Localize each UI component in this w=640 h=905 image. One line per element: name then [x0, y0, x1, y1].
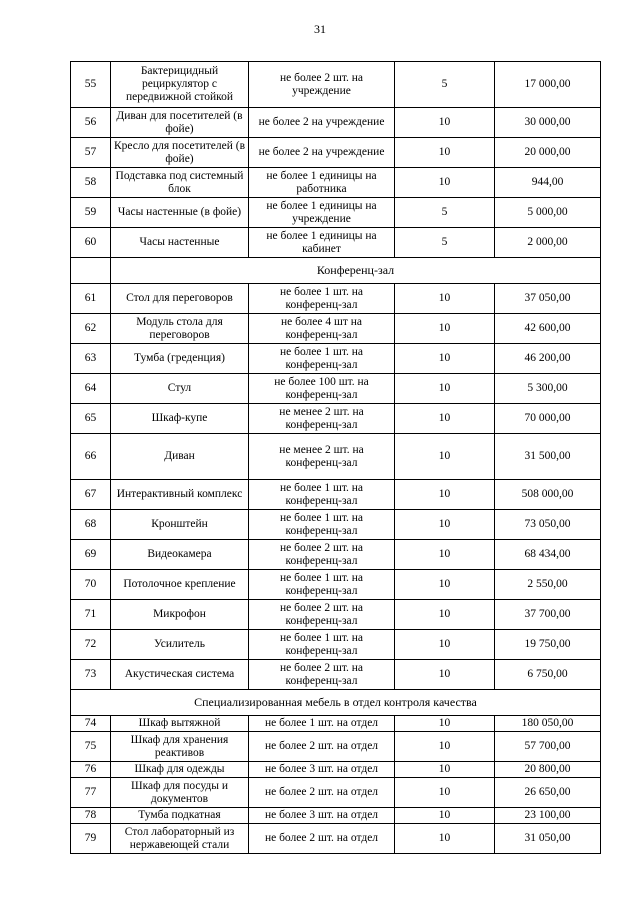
page-number: 31 — [314, 22, 326, 36]
item-service-life: 10 — [395, 344, 495, 374]
item-service-life: 5 — [395, 198, 495, 228]
item-norm: не более 2 шт. на отдел — [249, 778, 395, 808]
item-name: Диван — [111, 434, 249, 480]
item-norm: не более 1 единицы на кабинет — [249, 228, 395, 258]
table-row — [71, 716, 601, 732]
item-price: 73 050,00 — [495, 510, 601, 540]
item-name: Шкаф-купе — [111, 404, 249, 434]
item-number: 58 — [71, 168, 111, 198]
item-name: Тумба (греденция) — [111, 344, 249, 374]
item-service-life: 10 — [395, 716, 495, 732]
item-price: 944,00 — [495, 168, 601, 198]
item-price: 6 750,00 — [495, 660, 601, 690]
item-price: 20 000,00 — [495, 138, 601, 168]
item-number: 75 — [71, 732, 111, 762]
item-name: Часы настенные (в фойе) — [111, 198, 249, 228]
item-name: Микрофон — [111, 600, 249, 630]
item-service-life: 10 — [395, 600, 495, 630]
item-name: Кресло для посетителей (в фойе) — [111, 138, 249, 168]
item-price: 5 300,00 — [495, 374, 601, 404]
item-price: 57 700,00 — [495, 732, 601, 762]
table-row — [71, 540, 601, 570]
item-norm: не более 3 шт. на отдел — [249, 762, 395, 778]
item-number: 57 — [71, 138, 111, 168]
item-norm: не более 1 шт. на конференц-зал — [249, 630, 395, 660]
item-norm: не более 1 единицы на учреждение — [249, 198, 395, 228]
section-header-row — [71, 690, 601, 716]
item-number: 67 — [71, 480, 111, 510]
item-norm: не более 2 шт. на конференц-зал — [249, 540, 395, 570]
item-price: 26 650,00 — [495, 778, 601, 808]
item-norm: не более 2 шт. на конференц-зал — [249, 600, 395, 630]
table-row — [71, 824, 601, 854]
section-header-row — [71, 258, 601, 284]
table-body — [71, 62, 601, 854]
item-norm: не более 1 шт. на конференц-зал — [249, 344, 395, 374]
item-norm: не более 1 единицы на работника — [249, 168, 395, 198]
item-number: 64 — [71, 374, 111, 404]
item-service-life: 10 — [395, 570, 495, 600]
table-row — [71, 62, 601, 108]
item-number: 79 — [71, 824, 111, 854]
item-number: 71 — [71, 600, 111, 630]
table-row — [71, 660, 601, 690]
item-service-life: 10 — [395, 480, 495, 510]
item-service-life: 10 — [395, 732, 495, 762]
item-norm: не более 1 шт. на конференц-зал — [249, 570, 395, 600]
item-price: 2 550,00 — [495, 570, 601, 600]
item-number: 78 — [71, 808, 111, 824]
table-row — [71, 510, 601, 540]
table-row — [71, 344, 601, 374]
item-norm: не более 100 шт. на конференц-зал — [249, 374, 395, 404]
item-name: Усилитель — [111, 630, 249, 660]
table-row — [71, 138, 601, 168]
item-number: 63 — [71, 344, 111, 374]
item-name: Шкаф вытяжной — [111, 716, 249, 732]
item-name: Акустическая система — [111, 660, 249, 690]
item-service-life: 5 — [395, 228, 495, 258]
item-number: 72 — [71, 630, 111, 660]
item-number: 56 — [71, 108, 111, 138]
table-row — [71, 630, 601, 660]
item-norm: не более 4 шт на конференц-зал — [249, 314, 395, 344]
item-price: 37 050,00 — [495, 284, 601, 314]
item-service-life: 10 — [395, 540, 495, 570]
item-norm: не менее 2 шт. на конференц-зал — [249, 404, 395, 434]
table-row — [71, 108, 601, 138]
item-service-life: 10 — [395, 762, 495, 778]
table-row — [71, 374, 601, 404]
table-row — [71, 762, 601, 778]
item-number: 65 — [71, 404, 111, 434]
item-norm: не более 2 на учреждение — [249, 138, 395, 168]
item-service-life: 5 — [395, 62, 495, 108]
item-name: Подставка под системный блок — [111, 168, 249, 198]
item-name: Шкаф для хранения реактивов — [111, 732, 249, 762]
item-price: 31 500,00 — [495, 434, 601, 480]
item-price: 68 434,00 — [495, 540, 601, 570]
item-name: Стол лабораторный из нержавеющей стали — [111, 824, 249, 854]
item-service-life: 10 — [395, 404, 495, 434]
item-norm: не более 1 шт. на конференц-зал — [249, 510, 395, 540]
item-name: Стул — [111, 374, 249, 404]
item-name: Часы настенные — [111, 228, 249, 258]
item-price: 31 050,00 — [495, 824, 601, 854]
item-price: 19 750,00 — [495, 630, 601, 660]
item-number: 60 — [71, 228, 111, 258]
item-name: Видеокамера — [111, 540, 249, 570]
table-row — [71, 808, 601, 824]
item-price: 5 000,00 — [495, 198, 601, 228]
item-number: 68 — [71, 510, 111, 540]
item-service-life: 10 — [395, 808, 495, 824]
item-price: 30 000,00 — [495, 108, 601, 138]
item-norm: не более 2 шт. на конференц-зал — [249, 660, 395, 690]
table-row — [71, 570, 601, 600]
table-row — [71, 404, 601, 434]
item-price: 42 600,00 — [495, 314, 601, 344]
item-norm: не более 2 на учреждение — [249, 108, 395, 138]
table-row — [71, 600, 601, 630]
item-service-life: 10 — [395, 778, 495, 808]
table-row — [71, 434, 601, 480]
item-price: 20 800,00 — [495, 762, 601, 778]
item-number: 66 — [71, 434, 111, 480]
item-number: 74 — [71, 716, 111, 732]
item-price: 46 200,00 — [495, 344, 601, 374]
item-name: Шкаф для одежды — [111, 762, 249, 778]
item-price: 17 000,00 — [495, 62, 601, 108]
section-title: Специализированная мебель в отдел контроля качества — [71, 690, 601, 716]
item-norm: не более 1 шт. на отдел — [249, 716, 395, 732]
item-number: 55 — [71, 62, 111, 108]
item-norm: не более 2 шт. на учреждение — [249, 62, 395, 108]
item-norm: не более 1 шт. на конференц-зал — [249, 480, 395, 510]
item-price: 508 000,00 — [495, 480, 601, 510]
table-row — [71, 778, 601, 808]
item-number: 61 — [71, 284, 111, 314]
item-norm: не более 3 шт. на отдел — [249, 808, 395, 824]
table-row — [71, 284, 601, 314]
item-price: 2 000,00 — [495, 228, 601, 258]
item-price: 23 100,00 — [495, 808, 601, 824]
table-row — [71, 314, 601, 344]
furniture-norms-table — [70, 61, 601, 854]
table-row — [71, 732, 601, 762]
table-row — [71, 168, 601, 198]
item-name: Модуль стола для переговоров — [111, 314, 249, 344]
item-number: 69 — [71, 540, 111, 570]
table-row — [71, 480, 601, 510]
table-row — [71, 228, 601, 258]
item-name: Тумба подкатная — [111, 808, 249, 824]
item-name: Стол для переговоров — [111, 284, 249, 314]
item-name: Кронштейн — [111, 510, 249, 540]
item-service-life: 10 — [395, 138, 495, 168]
item-number: 77 — [71, 778, 111, 808]
item-service-life: 10 — [395, 314, 495, 344]
item-name: Диван для посетителей (в фойе) — [111, 108, 249, 138]
item-number: 70 — [71, 570, 111, 600]
item-norm: не менее 2 шт. на конференц-зал — [249, 434, 395, 480]
item-price: 37 700,00 — [495, 600, 601, 630]
item-number: 59 — [71, 198, 111, 228]
item-number: 73 — [71, 660, 111, 690]
item-service-life: 10 — [395, 374, 495, 404]
section-title: Конференц-зал — [111, 258, 601, 284]
item-service-life: 10 — [395, 630, 495, 660]
item-service-life: 10 — [395, 510, 495, 540]
section-num-cell — [71, 258, 111, 284]
item-norm: не более 2 шт. на отдел — [249, 732, 395, 762]
item-service-life: 10 — [395, 284, 495, 314]
table-row — [71, 198, 601, 228]
item-price: 70 000,00 — [495, 404, 601, 434]
item-name: Потолочное крепление — [111, 570, 249, 600]
item-service-life: 10 — [395, 660, 495, 690]
item-norm: не более 1 шт. на конференц-зал — [249, 284, 395, 314]
item-service-life: 10 — [395, 168, 495, 198]
item-norm: не более 2 шт. на отдел — [249, 824, 395, 854]
item-number: 76 — [71, 762, 111, 778]
item-service-life: 10 — [395, 824, 495, 854]
item-name: Бактерицидный рециркулятор с передвижной стойкой — [111, 62, 249, 108]
item-number: 62 — [71, 314, 111, 344]
item-price: 180 050,00 — [495, 716, 601, 732]
item-service-life: 10 — [395, 108, 495, 138]
item-service-life: 10 — [395, 434, 495, 480]
item-name: Интерактивный комплекс — [111, 480, 249, 510]
item-name: Шкаф для посуды и документов — [111, 778, 249, 808]
